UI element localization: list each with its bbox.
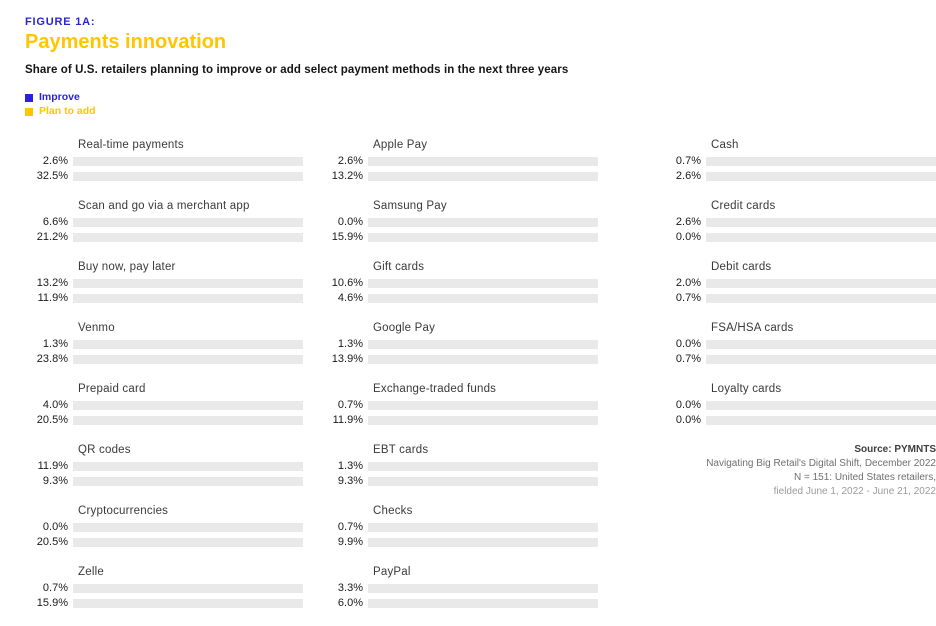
plan-to-add-value-label: 9.3%	[42, 475, 68, 487]
improve-bar-track	[368, 157, 598, 166]
improve-bar-track	[73, 340, 303, 349]
chart-grid	[25, 138, 936, 626]
payment-method-label: Debit cards	[711, 261, 772, 273]
plan-to-add-bar-track	[73, 233, 303, 242]
payment-method-label: Google Pay	[373, 322, 436, 334]
improve-value-label: 6.6%	[42, 216, 68, 228]
chart-column-3	[660, 138, 936, 626]
legend-improve-label: Improve	[39, 91, 80, 103]
improve-bar-track	[368, 584, 598, 593]
plan-to-add-value-label: 15.9%	[331, 231, 363, 243]
plan-to-add-value-label: 2.6%	[675, 170, 701, 182]
chart-column-2	[322, 138, 598, 626]
improve-bar-row	[322, 521, 598, 533]
plan-to-add-bar-row	[322, 597, 598, 609]
improve-bar-row	[660, 338, 936, 350]
improve-bar-row	[27, 582, 303, 594]
payment-method-chart	[322, 260, 598, 304]
plan-to-add-value-label: 9.9%	[337, 536, 363, 548]
improve-bar-track	[706, 218, 936, 227]
source-line: fielded June 1, 2022 - June 21, 2022	[773, 486, 936, 497]
improve-bar-row	[322, 216, 598, 228]
page-title: Payments innovation	[25, 31, 227, 53]
plan-to-add-bar-row	[27, 597, 303, 609]
improve-bar-row	[322, 582, 598, 594]
improve-value-label: 0.7%	[42, 582, 68, 594]
plan-to-add-bar-row	[27, 353, 303, 365]
plan-to-add-bar-track	[73, 599, 303, 608]
improve-bar-track	[73, 584, 303, 593]
payment-method-label: Exchange-traded funds	[373, 383, 497, 395]
plan-to-add-bar-row	[27, 536, 303, 548]
plan-to-add-bar-row	[322, 414, 598, 426]
payment-method-label: QR codes	[78, 444, 131, 456]
plan-to-add-value-label: 6.0%	[337, 597, 363, 609]
improve-bar-track	[368, 462, 598, 471]
payment-method-label: Checks	[373, 505, 413, 517]
payment-method-label: Loyalty cards	[711, 383, 782, 395]
payment-method-chart	[27, 565, 303, 609]
improve-bar-track	[73, 523, 303, 532]
plan-to-add-bar-row	[322, 170, 598, 182]
plan-to-add-value-label: 13.2%	[331, 170, 363, 182]
improve-bar-track	[73, 279, 303, 288]
source-line: Navigating Big Retail's Digital Shift, December 2022	[706, 458, 936, 469]
payment-method-label: EBT cards	[373, 444, 429, 456]
improve-bar-row	[27, 338, 303, 350]
plan-to-add-value-label: 4.6%	[337, 292, 363, 304]
payment-method-label: PayPal	[373, 566, 411, 578]
improve-bar-track	[368, 279, 598, 288]
plan-to-add-bar-track	[368, 355, 598, 364]
payment-method-label: Apple Pay	[373, 139, 428, 151]
figure-label: FIGURE 1A:	[25, 16, 96, 28]
plan-to-add-bar-row	[660, 353, 936, 365]
payment-method-chart	[322, 504, 598, 548]
legend-item-improve	[25, 92, 936, 103]
plan-to-add-bar-track	[706, 294, 936, 303]
plan-to-add-bar-row	[660, 292, 936, 304]
payment-method-label: Gift cards	[373, 261, 425, 273]
improve-bar-track	[73, 218, 303, 227]
plan-to-add-bar-track	[368, 294, 598, 303]
improve-bar-track	[706, 401, 936, 410]
improve-bar-track	[368, 340, 598, 349]
plan-to-add-bar-track	[706, 355, 936, 364]
plan-to-add-bar-track	[368, 477, 598, 486]
improve-value-label: 1.3%	[337, 338, 363, 350]
improve-value-label: 0.0%	[675, 338, 701, 350]
improve-bar-row	[27, 216, 303, 228]
plan-to-add-value-label: 0.0%	[675, 231, 701, 243]
payment-method-chart	[322, 443, 598, 487]
payment-method-chart	[322, 199, 598, 243]
plan-to-add-bar-track	[706, 233, 936, 242]
payment-method-chart	[660, 382, 936, 426]
improve-bar-row	[660, 277, 936, 289]
plan-to-add-bar-track	[73, 477, 303, 486]
payment-method-chart	[660, 260, 936, 304]
plan-to-add-bar-row	[27, 231, 303, 243]
plan-to-add-bar-track	[73, 172, 303, 181]
improve-bar-row	[322, 277, 598, 289]
payment-method-chart	[660, 321, 936, 365]
plan-to-add-bar-row	[322, 353, 598, 365]
plan-to-add-bar-track	[73, 355, 303, 364]
payment-method-label: FSA/HSA cards	[711, 322, 794, 334]
payment-method-label: Venmo	[78, 322, 115, 334]
plan-to-add-value-label: 13.9%	[331, 353, 363, 365]
plan-to-add-value-label: 0.0%	[675, 414, 701, 426]
plan-to-add-bar-row	[660, 231, 936, 243]
payment-method-label: Zelle	[78, 566, 104, 578]
plan-to-add-bar-row	[27, 475, 303, 487]
payment-method-label: Credit cards	[711, 200, 776, 212]
improve-bar-track	[73, 401, 303, 410]
improve-bar-row	[322, 399, 598, 411]
improve-bar-track	[706, 279, 936, 288]
plan-to-add-bar-row	[322, 475, 598, 487]
improve-bar-row	[322, 460, 598, 472]
improve-value-label: 0.0%	[42, 521, 68, 533]
improve-value-label: 1.3%	[337, 460, 363, 472]
improve-value-label: 0.7%	[675, 155, 701, 167]
improve-value-label: 0.0%	[675, 399, 701, 411]
legend-plan-to-add-label: Plan to add	[39, 105, 96, 117]
improve-value-label: 2.6%	[675, 216, 701, 228]
chart-legend	[25, 92, 936, 117]
improve-value-label: 2.6%	[42, 155, 68, 167]
payment-method-chart	[660, 138, 936, 182]
payment-method-label: Prepaid card	[78, 383, 146, 395]
source-line: Source: PYMNTS	[854, 444, 936, 455]
improve-bar-row	[27, 521, 303, 533]
improve-value-label: 3.3%	[337, 582, 363, 594]
plan-to-add-bar-track	[73, 416, 303, 425]
source-line: N = 151: United States retailers,	[793, 472, 936, 483]
improve-bar-track	[368, 401, 598, 410]
plan-to-add-bar-row	[27, 292, 303, 304]
improve-bar-row	[322, 338, 598, 350]
payment-method-label: Cryptocurrencies	[78, 505, 169, 517]
payment-method-chart	[322, 321, 598, 365]
payment-method-chart	[27, 382, 303, 426]
payment-method-chart	[322, 382, 598, 426]
plan-to-add-value-label: 0.7%	[675, 353, 701, 365]
improve-value-label: 0.7%	[337, 521, 363, 533]
payment-method-label: Real-time payments	[78, 139, 184, 151]
payment-method-label: Samsung Pay	[373, 200, 447, 212]
plan-to-add-value-label: 11.9%	[332, 414, 363, 426]
payment-method-chart	[27, 443, 303, 487]
plan-to-add-bar-row	[322, 536, 598, 548]
plan-to-add-value-label: 21.2%	[36, 231, 68, 243]
improve-bar-row	[660, 155, 936, 167]
plan-to-add-value-label: 11.9%	[37, 292, 68, 304]
plan-to-add-value-label: 20.5%	[36, 414, 68, 426]
improve-bar-row	[27, 155, 303, 167]
plan-to-add-bar-row	[660, 170, 936, 182]
improve-value-label: 13.2%	[36, 277, 68, 289]
plan-to-add-bar-track	[368, 233, 598, 242]
plan-to-add-value-label: 9.3%	[337, 475, 363, 487]
chart-column-1	[27, 138, 303, 626]
payment-method-chart	[27, 260, 303, 304]
plan-to-add-bar-track	[706, 416, 936, 425]
plan-to-add-bar-row	[322, 292, 598, 304]
plan-to-add-bar-track	[706, 172, 936, 181]
payment-method-chart	[322, 138, 598, 182]
plan-to-add-bar-track	[73, 538, 303, 547]
plan-to-add-bar-row	[660, 414, 936, 426]
improve-bar-track	[706, 340, 936, 349]
improve-bar-track	[73, 462, 303, 471]
improve-bar-row	[660, 399, 936, 411]
plan-to-add-bar-row	[27, 170, 303, 182]
payment-method-chart	[660, 199, 936, 243]
payment-method-chart	[27, 199, 303, 243]
improve-value-label: 4.0%	[42, 399, 68, 411]
plan-to-add-bar-track	[368, 416, 598, 425]
plan-to-add-value-label: 32.5%	[36, 170, 68, 182]
improve-value-label: 2.6%	[337, 155, 363, 167]
plan-to-add-value-label: 0.7%	[675, 292, 701, 304]
improve-swatch-icon	[25, 94, 33, 102]
plan-to-add-value-label: 15.9%	[36, 597, 68, 609]
payment-method-chart	[27, 504, 303, 548]
payment-method-label: Buy now, pay later	[78, 261, 176, 273]
source-note	[660, 443, 936, 499]
improve-value-label: 10.6%	[331, 277, 363, 289]
improve-value-label: 11.9%	[37, 460, 68, 472]
improve-bar-row	[27, 277, 303, 289]
plan-to-add-swatch-icon	[25, 108, 33, 116]
plan-to-add-bar-row	[322, 231, 598, 243]
figure-subtitle: Share of U.S. retailers planning to improve or add select payment methods in the next three years	[25, 64, 569, 76]
improve-bar-row	[27, 399, 303, 411]
improve-bar-track	[368, 523, 598, 532]
improve-value-label: 2.0%	[675, 277, 701, 289]
improve-value-label: 0.0%	[337, 216, 363, 228]
payment-method-chart	[322, 565, 598, 609]
payment-method-chart	[27, 138, 303, 182]
improve-bar-row	[27, 460, 303, 472]
plan-to-add-bar-track	[368, 538, 598, 547]
plan-to-add-bar-row	[27, 414, 303, 426]
legend-item-plan-to-add	[25, 106, 936, 117]
plan-to-add-bar-track	[368, 599, 598, 608]
improve-bar-row	[660, 216, 936, 228]
improve-value-label: 1.3%	[42, 338, 68, 350]
payment-method-chart	[27, 321, 303, 365]
improve-value-label: 0.7%	[337, 399, 363, 411]
payment-method-label: Scan and go via a merchant app	[78, 200, 250, 212]
improve-bar-track	[706, 157, 936, 166]
improve-bar-track	[73, 157, 303, 166]
improve-bar-row	[322, 155, 598, 167]
plan-to-add-value-label: 23.8%	[36, 353, 68, 365]
plan-to-add-value-label: 20.5%	[36, 536, 68, 548]
improve-bar-track	[368, 218, 598, 227]
payment-method-label: Cash	[711, 139, 739, 151]
plan-to-add-bar-track	[368, 172, 598, 181]
plan-to-add-bar-track	[73, 294, 303, 303]
